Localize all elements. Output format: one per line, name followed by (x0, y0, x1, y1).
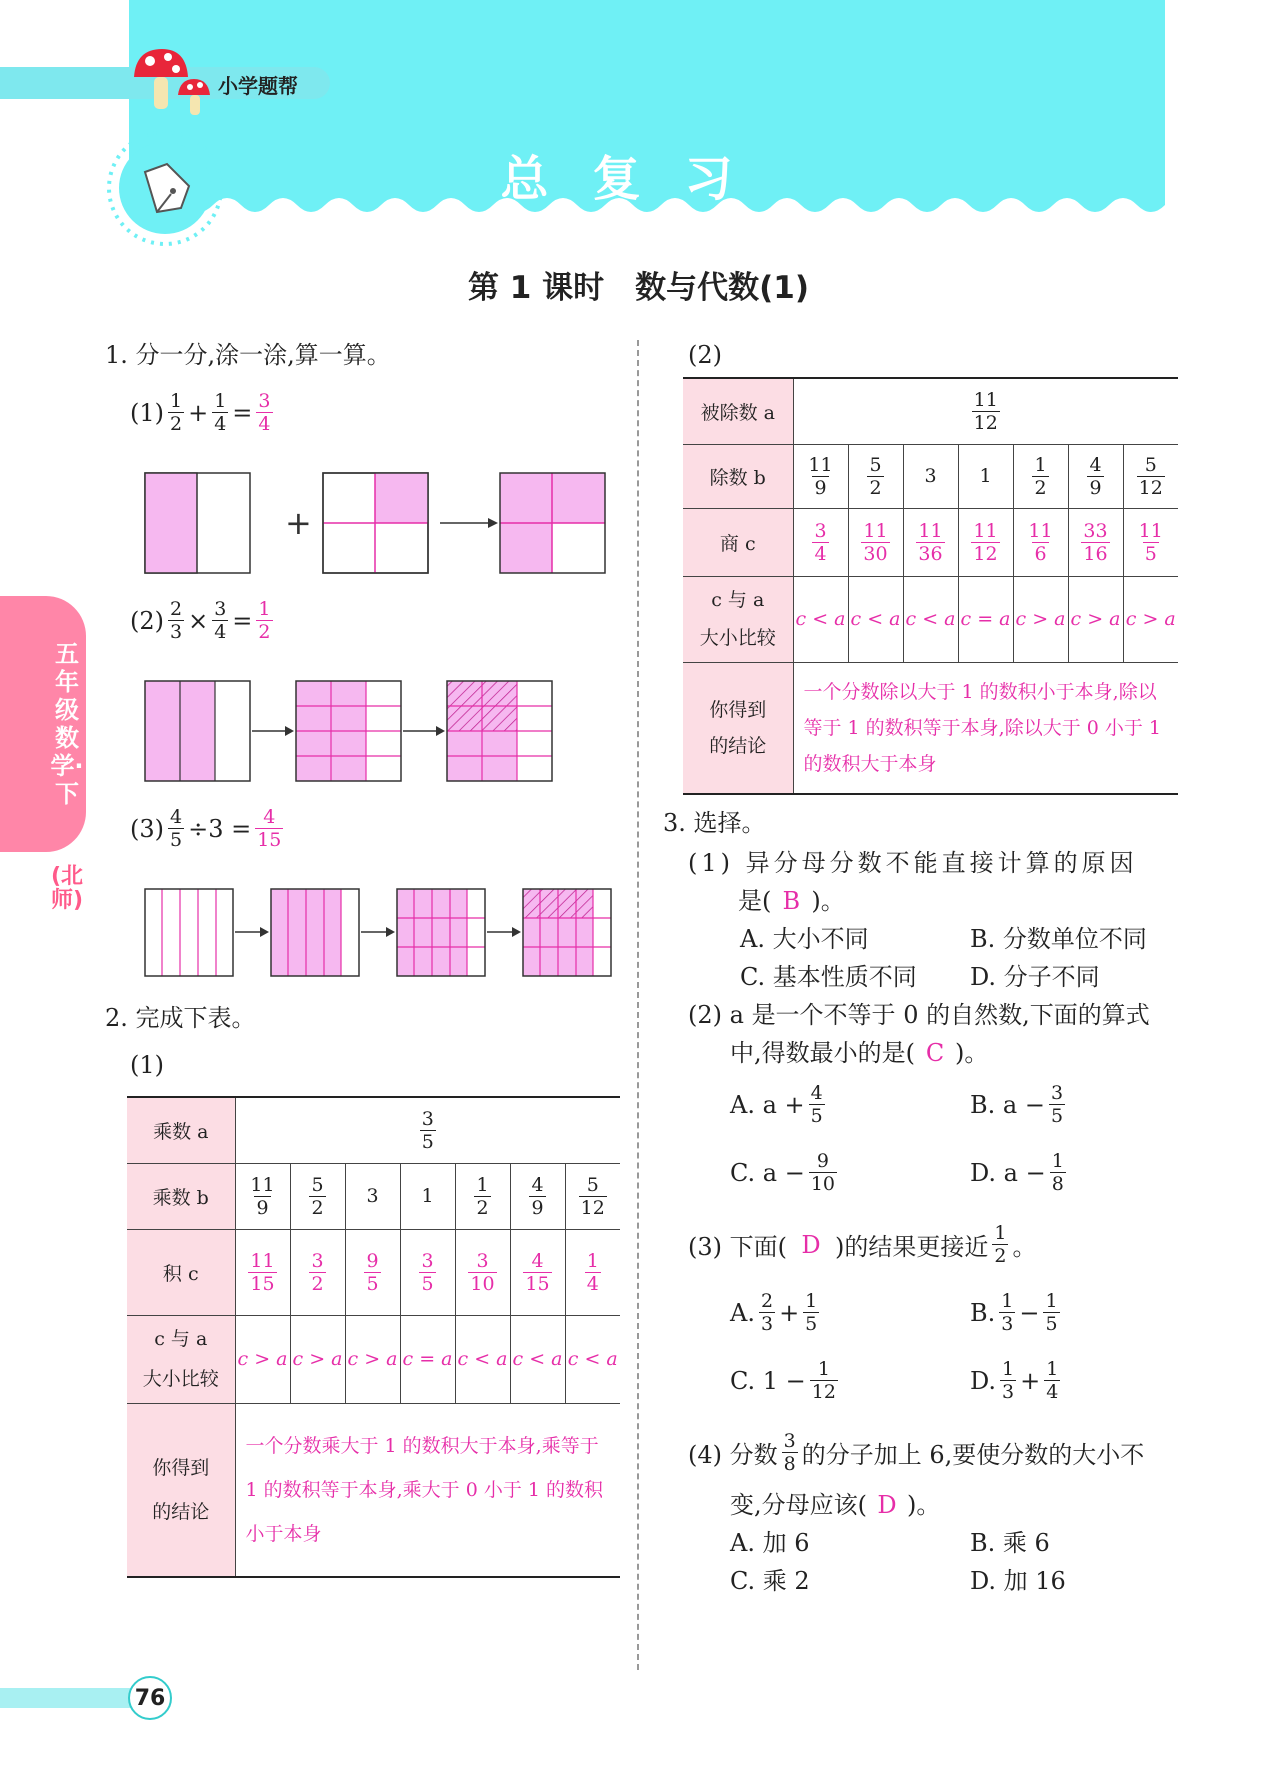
option-d: D. 分子不同 (970, 963, 1100, 991)
fraction: $\frac{5}{2}$ (869, 453, 882, 499)
table-cell: 1 (958, 444, 1013, 508)
option-a: A. $\frac{2}{3}$ + $\frac{1}{5}$ (730, 1290, 818, 1335)
q3-4-stem: (4) 分数 $\frac{3}{8}$ 的分子加上 6,要使分数的大小不 (688, 1430, 1145, 1475)
q1-figure-3 (140, 884, 620, 984)
q3-4-stem-line2: 变,分母应该( D )。 (730, 1491, 941, 1519)
fraction: $\frac{3}{5}$ (421, 1107, 434, 1153)
compare-cell: c > a (345, 1315, 400, 1403)
option-b: B. 乘 6 (970, 1529, 1050, 1557)
compare-cell: c > a (235, 1315, 290, 1403)
publisher-label: (北师) (50, 864, 84, 913)
equation-label: (1) (130, 398, 164, 427)
answer-fraction: $\frac{3}{10}$ (470, 1249, 495, 1295)
q1-equation-3: (3) $\frac{4}{5}$ ÷3 = $\frac{4}{15}$ (130, 806, 282, 851)
compare-cell: c < a (848, 576, 903, 662)
option-b: B. $\frac{1}{3}$ − $\frac{1}{5}$ (970, 1290, 1058, 1335)
option-b: B. a − $\frac{3}{5}$ (970, 1082, 1064, 1127)
option-c: C. a − $\frac{9}{10}$ (730, 1150, 835, 1195)
q3-title: 3. 选择。 (663, 809, 766, 837)
answer-fraction: $\frac{11}{36}$ (918, 519, 943, 565)
option-a: A. a + $\frac{4}{5}$ (730, 1082, 823, 1127)
answer-fraction: $\frac{1}{4}$ (586, 1249, 599, 1295)
q3-3-stem: (3) 下面( D )的结果更接近 $\frac{1}{2}$ 。 (688, 1222, 1037, 1267)
page-header (0, 0, 1277, 250)
row-label: 积 c (127, 1229, 235, 1315)
compare-cell: c < a (510, 1315, 565, 1403)
compare-cell: c > a (1013, 576, 1068, 662)
svg-text:+: + (285, 504, 312, 542)
q2-table1-label: (1) (130, 1051, 164, 1079)
q1-equation-2: (2) $\frac{2}{3}$ × $\frac{3}{4}$ = $\frac{1}{2}$ (130, 598, 271, 643)
header-title: 总复习 (500, 151, 777, 207)
answer-choice: D (877, 1491, 897, 1519)
answer-fraction: $\frac{9}{5}$ (366, 1249, 379, 1295)
brand-name: 小学题帮 (218, 74, 298, 98)
compare-cell: c < a (455, 1315, 510, 1403)
fraction: $\frac{11}{9}$ (250, 1173, 275, 1219)
q1-figure-1 (140, 468, 620, 578)
q3-2-stem: (2) a 是一个不等于 0 的自然数,下面的算式 (688, 1001, 1150, 1029)
answer-fraction: $\frac{11}{5}$ (1138, 519, 1163, 565)
division-table (683, 377, 1178, 795)
fraction: $\frac{1}{2}$ (1034, 453, 1047, 499)
option-b: B. 分数单位不同 (970, 925, 1147, 953)
option-d: D. a − $\frac{1}{8}$ (970, 1150, 1064, 1195)
multiplication-table (127, 1096, 620, 1578)
fraction: $\frac{1}{2}$ (170, 390, 183, 435)
mushroom-icon (128, 45, 213, 117)
page-number: 76 (128, 1676, 172, 1720)
table-cell: 3 (903, 444, 958, 508)
column-divider (637, 340, 639, 1670)
option-d: D. 加 16 (970, 1567, 1066, 1595)
q3-1-stem: (1) 异分母分数不能直接计算的原因 (688, 849, 1138, 877)
q1-title: 1. 分一分,涂一涂,算一算。 (105, 341, 391, 369)
fraction: $\frac{1}{2}$ (476, 1173, 489, 1219)
q3-2-stem-line2: 中,得数最小的是( C )。 (730, 1039, 989, 1067)
option-c: C. 1 − $\frac{1}{12}$ (730, 1358, 836, 1403)
option-a: A. 大小不同 (740, 925, 869, 953)
row-label: 除数 b (683, 444, 793, 508)
q3-1-stem-line2: 是( B )。 (738, 887, 845, 915)
q2-title: 2. 完成下表。 (105, 1004, 256, 1032)
conclusion-text: 一个分数乘大于 1 的数积大于本身,乘等于 1 的数积等于本身,乘大于 0 小于 1 的数积小于本身 (235, 1403, 620, 1577)
answer-fraction: $\frac{1}{2}$ (258, 598, 271, 643)
row-label: 你得到 的结论 (127, 1403, 235, 1577)
compare-cell: c < a (903, 576, 958, 662)
row-label: c 与 a 大小比较 (683, 576, 793, 662)
row-label: 你得到 的结论 (683, 662, 793, 794)
option-a: A. 加 6 (730, 1529, 810, 1557)
fraction: $\frac{4}{9}$ (531, 1173, 544, 1219)
fraction: $\frac{11}{12}$ (973, 388, 998, 434)
row-label: 乘数 b (127, 1163, 235, 1229)
compare-cell: c > a (1068, 576, 1123, 662)
option-d: D. $\frac{1}{3}$ + $\frac{1}{4}$ (970, 1358, 1059, 1403)
row-label: 被除数 a (683, 378, 793, 444)
answer-fraction: $\frac{3}{4}$ (814, 519, 827, 565)
conclusion-text: 一个分数除以大于 1 的数积小于本身,除以等于 1 的数积等于本身,除以大于 0 小于 1 的数积大于本身 (793, 662, 1178, 794)
row-label: 乘数 a (127, 1097, 235, 1163)
answer-fraction: $\frac{11}{30}$ (863, 519, 888, 565)
fraction: $\frac{2}{3}$ (170, 598, 183, 643)
fraction: $\frac{4}{5}$ (170, 806, 183, 851)
answer-fraction: $\frac{4}{15}$ (525, 1249, 550, 1295)
row-label: 商 c (683, 508, 793, 576)
option-c: C. 基本性质不同 (740, 963, 917, 991)
answer-fraction: $\frac{3}{2}$ (311, 1249, 324, 1295)
fraction: $\frac{3}{4}$ (214, 598, 227, 643)
compare-cell: c > a (1123, 576, 1178, 662)
answer-choice: D (801, 1230, 821, 1259)
compare-cell: c < a (565, 1315, 620, 1403)
answer-fraction: $\frac{4}{15}$ (257, 806, 282, 851)
answer-choice: C (925, 1039, 945, 1067)
q1-figure-2 (140, 676, 620, 786)
compare-cell: c < a (793, 576, 848, 662)
q1-equation-1: (1) $\frac{1}{2}$ + $\frac{1}{4}$ = $\frac{3}{4}$ (130, 390, 271, 435)
fraction: $\frac{5}{12}$ (1138, 453, 1163, 499)
fraction: $\frac{5}{12}$ (580, 1173, 605, 1219)
answer-fraction: $\frac{3}{5}$ (421, 1249, 434, 1295)
option-c: C. 乘 2 (730, 1567, 810, 1595)
answer-fraction: $\frac{11}{12}$ (973, 519, 998, 565)
answer-fraction: $\frac{33}{16}$ (1083, 519, 1108, 565)
fraction: $\frac{4}{9}$ (1089, 453, 1102, 499)
fraction: $\frac{1}{4}$ (214, 390, 227, 435)
fraction: $\frac{11}{9}$ (808, 453, 833, 499)
answer-fraction: $\frac{3}{4}$ (258, 390, 271, 435)
answer-fraction: $\frac{11}{6}$ (1028, 519, 1053, 565)
grade-label: 五年级数学·下 (50, 640, 84, 808)
compare-cell: c > a (290, 1315, 345, 1403)
compare-cell: c = a (400, 1315, 455, 1403)
lesson-title: 第 1 课时 数与代数(1) (467, 270, 810, 306)
fraction: $\frac{5}{2}$ (311, 1173, 324, 1219)
answer-choice: B (782, 887, 801, 915)
row-label: c 与 a 大小比较 (127, 1315, 235, 1403)
answer-fraction: $\frac{11}{15}$ (250, 1249, 275, 1295)
table-cell: 3 (345, 1163, 400, 1229)
compare-cell: c = a (958, 576, 1013, 662)
table-cell: 1 (400, 1163, 455, 1229)
q2-table2-label: (2) (688, 341, 722, 369)
